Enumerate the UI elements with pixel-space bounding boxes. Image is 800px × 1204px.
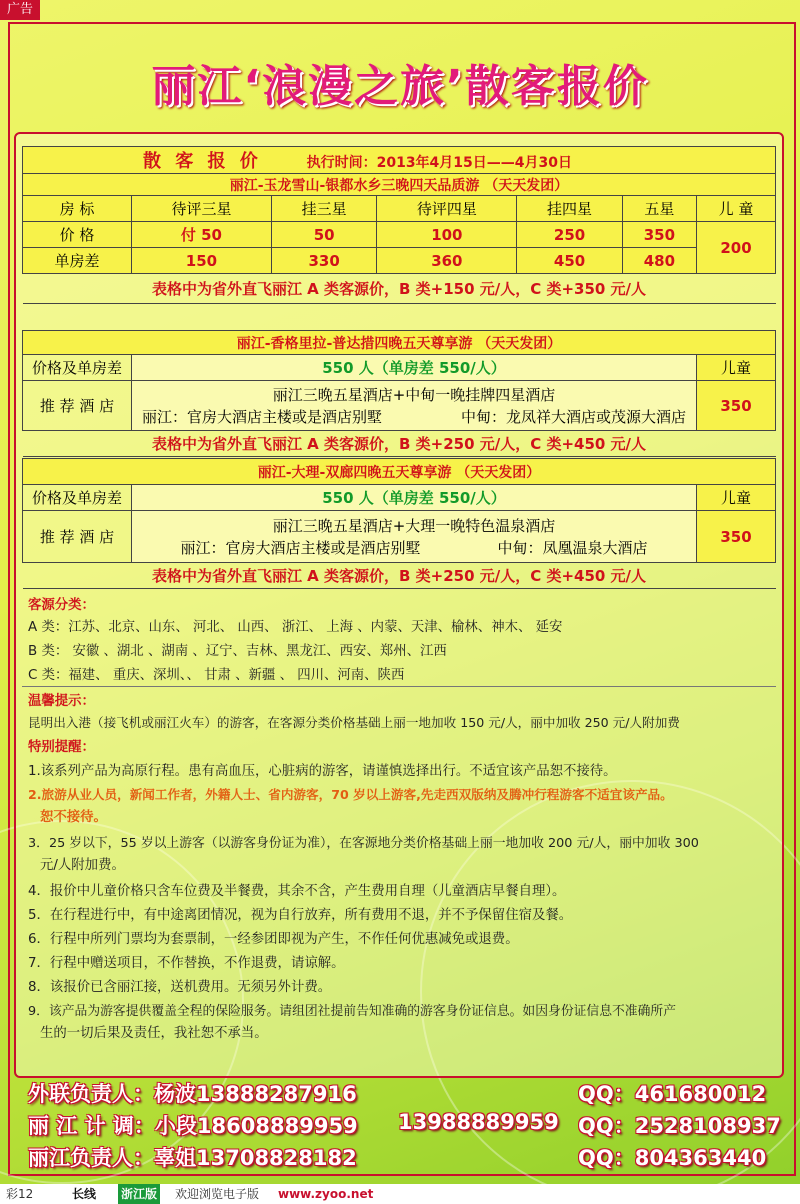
- footer-line: 长线: [72, 1187, 97, 1201]
- price-table-2: [22, 330, 776, 457]
- sources-title: 客源分类：: [28, 598, 95, 613]
- special-item: 5．在行程进行中，有中途离团情况，视为自行放弃，所有费用不退，并不予保留住宿及餐。: [28, 908, 573, 923]
- special-item: 1.该系列产品为高原行程。患有高血压，心脏病的游客，请谨慎选择出行。不适宜该产品恕不接待。: [28, 764, 617, 779]
- table3-price: 550 人（单房差 550/人）: [132, 485, 697, 511]
- table2-route: 丽江-香格里拉-普达措四晚五天尊享游 （天天发团）: [23, 331, 776, 355]
- table1-col: 挂三星: [271, 196, 377, 222]
- table1-col: 待评三星: [132, 196, 272, 222]
- table2-child-price: 350: [697, 381, 776, 431]
- table1-diff: 150: [132, 248, 272, 274]
- sources-c: C 类：福建、 重庆、深圳、、 甘肃 、新疆 、 四川、河南、陕西: [28, 668, 405, 683]
- page-title: 丽江‘浪漫之旅’散客报价: [151, 61, 649, 112]
- notes-section: [22, 588, 776, 1070]
- table3-note: 表格中为省外直飞丽江 A 类客源价，B 类+250 元/人，C 类+450 元/人: [23, 563, 776, 589]
- price-table-1: [22, 146, 776, 304]
- contact-name: 丽 江 计 调：小段18608889959: [28, 1114, 358, 1138]
- table3-hotel-lijiang: 丽江：官房大酒店主楼或是酒店别墅: [180, 538, 421, 557]
- table3-child: 儿童: [697, 485, 776, 511]
- contact-qq: QQ：461680012: [578, 1082, 767, 1106]
- table1-diff: 360: [377, 248, 517, 274]
- table1-col: 五星: [622, 196, 696, 222]
- footer-edition: 浙江版: [118, 1184, 160, 1204]
- tips-text: 昆明出入港（接飞机或丽江火车）的游客，在客源分类价格基础上丽一地加收 150 元/人，丽中加收 250 元/人附加费: [28, 715, 680, 730]
- special-item: 4．报价中儿童价格只含车位费及半餐费，其余不含，产生费用自理（儿童酒店早餐自理）。: [28, 884, 566, 899]
- sources-b: B 类： 安徽 、湖北 、湖南 、辽宁、吉林、黑龙江、西安、郑州、江西: [28, 644, 447, 659]
- table1-price: 100: [377, 222, 517, 248]
- contact-row: [0, 1078, 800, 1110]
- table1-price: 50: [271, 222, 377, 248]
- tips-title: 温馨提示：: [28, 694, 95, 709]
- contacts: [0, 1074, 800, 1176]
- table3-hotel-line1: 丽江三晚五星酒店+大理一晚特色温泉酒店: [272, 516, 556, 535]
- table2-child: 儿童: [697, 355, 776, 381]
- footer-text: 欢迎浏览电子版: [175, 1187, 260, 1201]
- special-item: 8．该报价已含丽江接，送机费用。无须另外计费。: [28, 980, 332, 995]
- table1-price: 付 50: [132, 222, 272, 248]
- special-item: 6．行程中所列门票均为套票制，一经参团即视为产生，不作任何优惠减免或退费。: [28, 932, 519, 947]
- table2-price: 550 人（单房差 550/人）: [132, 355, 697, 381]
- table2-hotel-label: 推 荐 酒 店: [23, 381, 132, 431]
- table1-header: [23, 147, 776, 174]
- special-item: 9．该产品为游客提供覆盖全程的保险服务。请组团社提前告知准确的游客身份证信息。如因身份证信息不准确所产: [28, 1004, 676, 1019]
- contact-name: 外联负责人：杨波13888287916: [28, 1082, 357, 1106]
- special-item: 2.旅游从业人员，新闻工作者，外籍人士、省内游客，70 岁以上游客,先走西双版纳及腾冲行程游客不适宜该产品。: [28, 787, 673, 802]
- divider: [22, 686, 776, 687]
- contact-qq: QQ：2528108937: [578, 1114, 781, 1138]
- table1-route: 丽江-玉龙雪山-银都水乡三晚四天品质游 （天天发团）: [23, 174, 776, 196]
- table1-col: 待评四星: [377, 196, 517, 222]
- table2-note: 表格中为省外直飞丽江 A 类客源价，B 类+250 元/人，C 类+450 元/人: [23, 431, 776, 457]
- table3-route: 丽江-大理-双廊四晚五天尊享游 （天天发团）: [23, 459, 776, 485]
- special-item: 7．行程中赠送项目，不作替换，不作退费，请谅解。: [28, 956, 345, 971]
- table1-header-label: 散 客 报 价: [143, 151, 262, 172]
- table3-child-price: 350: [697, 511, 776, 563]
- table3-hotel-zhongdian: 中甸：凤凰温泉大酒店: [497, 538, 648, 557]
- table2-hotel-zhongdian: 中甸：龙凤祥大酒店或茂源大酒店: [460, 407, 686, 426]
- sources-a: A 类：江苏、北京、山东、 河北、 山西、 浙江、 上海 、内蒙、天津、榆林、神木、 延安: [28, 620, 563, 635]
- table1-col-child: 儿 童: [697, 196, 776, 222]
- table1-diff: 330: [271, 248, 377, 274]
- table1-diff: 450: [517, 248, 623, 274]
- contact-row: [0, 1110, 800, 1142]
- table1-price: 250: [517, 222, 623, 248]
- special-item-cont: 恕不接待。: [40, 810, 107, 825]
- contact-qq: QQ：804363440: [578, 1146, 767, 1170]
- table1-price-label: 价 格: [23, 222, 132, 248]
- table3-hotel-label: 推 荐 酒 店: [23, 511, 132, 563]
- table3-label: 价格及单房差: [23, 485, 132, 511]
- table2-hotel-lijiang: 丽江：官房大酒店主楼或是酒店别墅: [142, 407, 383, 426]
- table1-col: 挂四星: [517, 196, 623, 222]
- table1-child-price: 200: [697, 222, 776, 274]
- contact-phone: 13988889959: [398, 1110, 559, 1134]
- special-title: 特别提醒：: [28, 740, 95, 755]
- ad-tag: 广告: [0, 0, 40, 20]
- table1-diff-label: 单房差: [23, 248, 132, 274]
- price-table-3: [22, 458, 776, 589]
- table1-note: 表格中为省外直飞丽江 A 类客源价，B 类+150 元/人，C 类+350 元/人: [23, 274, 776, 304]
- special-item-cont: 生的一切后果及责任，我社恕不承当。: [40, 1026, 268, 1041]
- footer-page: 彩12: [6, 1187, 34, 1201]
- table1-exec-time: 执行时间：2013年4月15日——4月30日: [306, 155, 573, 171]
- special-item: 3．25 岁以下，55 岁以上游客（以游客身份证为准），在客源地分类价格基础上丽一地加收 200 元/人，丽中加收 300: [28, 836, 699, 851]
- table1-price: 350: [622, 222, 696, 248]
- footer: [0, 1184, 800, 1204]
- table2-hotel-line1: 丽江三晚五星酒店+中甸一晚挂牌四星酒店: [272, 385, 556, 404]
- contact-row: [0, 1142, 800, 1174]
- special-item-cont: 元/人附加费。: [40, 858, 125, 873]
- table1-diff: 480: [622, 248, 696, 274]
- table2-label: 价格及单房差: [23, 355, 132, 381]
- table1-col-room: 房 标: [23, 196, 132, 222]
- contact-name: 丽江负责人：辜姐13708828182: [28, 1146, 357, 1170]
- footer-url[interactable]: www.zyoo.net: [278, 1187, 374, 1201]
